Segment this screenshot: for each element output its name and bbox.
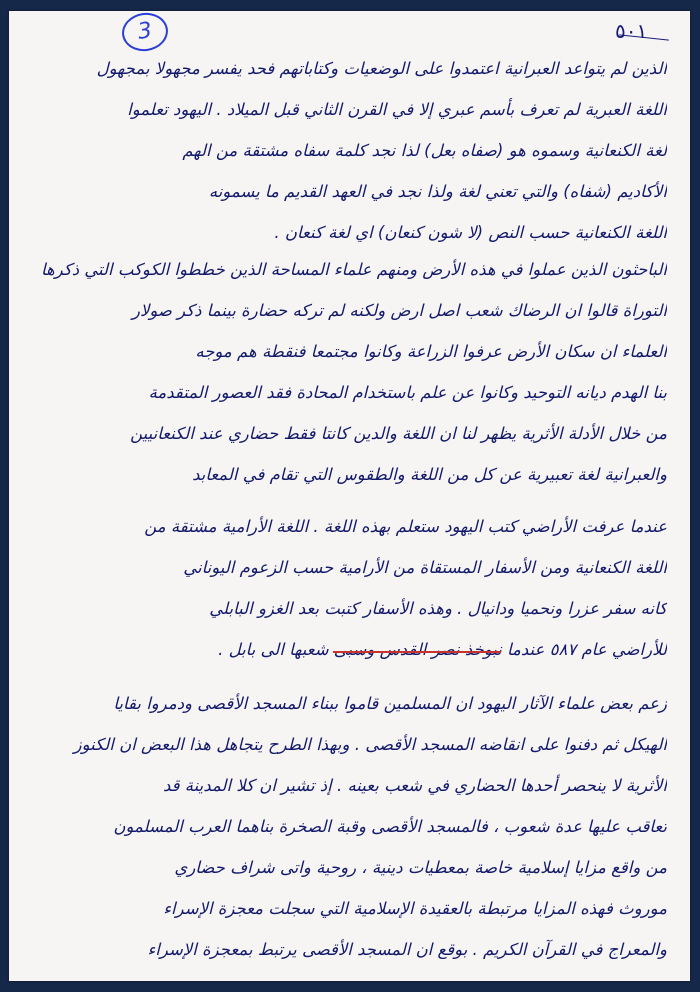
text-line: تعاقب عليها عدة شعوب ، فالمسجد الأقصى وقبة الصخرة بناهما العرب المسلمون: [113, 817, 667, 836]
page-number: 3: [136, 18, 154, 45]
text-line: الهيكل ثم دفنوا على انقاضه المسجد الأقصى . وبهذا الطرح يتجاهل هذا البعض ان الكنوز: [73, 735, 667, 754]
text-line: العلماء ان سكان الأرض عرفوا الزراعة وكانوا مجتمعا فنقطة هم موجه: [195, 342, 667, 361]
paragraph-3: [37, 506, 667, 670]
text-line: الباحثون الذين عملوا في هذه الأرض ومنهم علماء المساحة الذين خططوا الكوكب التي ذكرها: [41, 260, 667, 279]
paragraph-4: [37, 683, 667, 970]
paragraph-2: [37, 249, 667, 495]
text-line: عندما عرفت الأراضي كتب اليهود ستعلم بهذه اللغة . اللغة الأرامية مشتقة من: [144, 517, 667, 536]
text-line: بنا الهدم ديانه التوحيد وكانوا عن علم باستخدام المحادة فقد العصور المتقدمة: [148, 383, 667, 402]
text-line: الأكاديم (شفاه) والتي تعني لغة ولذا نجد في العهد القديم ما يسمونه: [208, 182, 667, 201]
red-underline: [333, 651, 501, 653]
corner-mark: ٥٠١: [615, 19, 648, 43]
text-line: الأثرية لا ينحصر أحدها الحضاري في شعب بعينه . إذ تشير ان كلا المدينة قد: [163, 776, 667, 795]
text-line: من خلال الأدلة الأثرية يظهر لنا ان اللغة والدين كانتا فقط حضاري عند الكنعانيين: [130, 424, 667, 443]
text-line: التوراة قالوا ان الرضاك شعب اصل ارض ولكنه لم تركه حضارة بينما ذكر صولار: [131, 301, 667, 320]
text-line: كانه سفر عزرا ونحميا ودانيال . وهذه الأسفار كتبت بعد الغزو البابلي: [209, 599, 667, 618]
text-line: اللغة العبرية لم تعرف بأسم عبري إلا في القرن الثاني قبل الميلاد . اليهود تعلموا: [127, 100, 667, 119]
paragraph-1: [37, 48, 667, 253]
text-line: لغة الكنعانية وسموه هو (صفاه بعل) لذا نجد كلمة سفاه مشتقة من الهم: [182, 141, 667, 160]
text-line: والعبرانية لغة تعبيرية عن كل من اللغة والطقوس التي تقام في المعابد: [192, 465, 667, 484]
text-line: للأراضي عام ٥٨٧ عندما نبوخذ نصر القدس وسبى شعبها الى بابل .: [218, 640, 667, 659]
text-line: اللغة الكنعانية حسب النص (لا شون كنعان) اي لغة كنعان .: [274, 223, 667, 242]
manuscript-page: [9, 11, 690, 981]
text-line: والمعراج في القرآن الكريم . بوقع ان المسجد الأقصى يرتبط بمعجزة الإسراء: [147, 940, 667, 959]
text-line: من واقع مزايا إسلامية خاصة بمعطيات دينية ، روحية واتى شراف حضاري: [174, 858, 667, 877]
text-line: موروث فهذه المزايا مرتبطة بالعقيدة الإسلامية التي سجلت معجزة الإسراء: [163, 899, 667, 918]
text-line: الذين لم يتواعد العبرانية اعتمدوا على الوضعيات وكتاباتهم فحد يفسر مجهولا بمجهول: [96, 59, 667, 78]
text-line: اللغة الكنعانية ومن الأسفار المستقاة من الأرامية حسب الزعوم اليوناني: [183, 558, 667, 577]
text-line: زعم بعض علماء الآثار اليهود ان المسلمين قاموا ببناء المسجد الأقصى ودمروا بقايا: [113, 694, 667, 713]
